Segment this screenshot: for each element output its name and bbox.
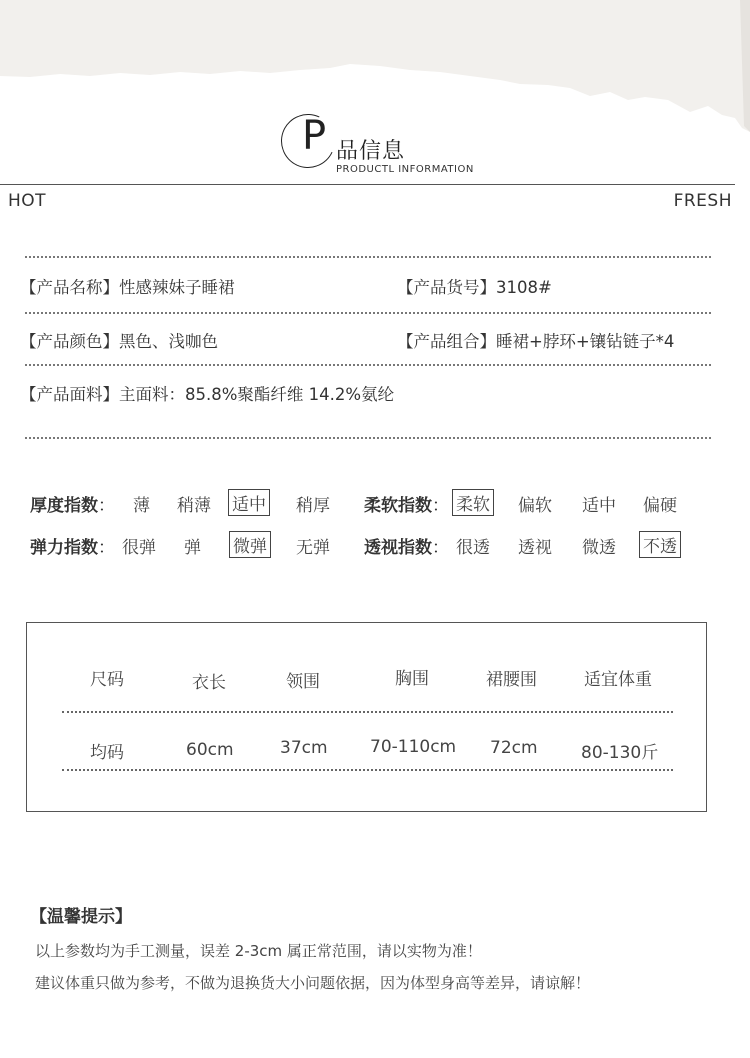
table-header-cell: 胸围: [395, 669, 429, 689]
hot-tag: HOT: [8, 191, 47, 211]
product-name-row: [20, 274, 235, 298]
section-subtitle: PRODUCTL INFORMATION: [336, 164, 474, 175]
product-name-value: 性感辣妹子睡裙: [119, 278, 235, 297]
product-color-value: 黑色、浅咖色: [119, 332, 218, 351]
softness-option-selected: 柔软: [452, 489, 494, 516]
table-header-cell: 裙腰围: [486, 670, 537, 690]
softness-option: 适中: [582, 496, 616, 516]
table-header-cell: 适宜体重: [584, 670, 652, 690]
transparency-option: 透视: [518, 538, 552, 558]
transparency-option-selected: 不透: [639, 531, 681, 558]
table-cell: 70-110cm: [370, 737, 457, 757]
divider-dotted: [25, 256, 711, 258]
softness-option: 偏软: [518, 496, 552, 516]
product-combo-label: 【产品组合】: [397, 332, 496, 351]
product-color-label: 【产品颜色】: [20, 332, 119, 351]
table-divider: [62, 711, 673, 713]
thickness-index-label: 厚度指数：: [30, 496, 115, 516]
elasticity-option: 无弹: [296, 538, 330, 558]
table-cell: 60cm: [186, 740, 234, 760]
table-cell: 均码: [90, 743, 124, 763]
product-combo-value: 睡裙+脖环+镶钻链子*4: [496, 332, 675, 351]
divider-dotted: [25, 437, 711, 439]
transparency-option: 微透: [582, 538, 616, 558]
softness-index-label: 柔软指数：: [364, 496, 449, 516]
table-divider: [62, 769, 673, 771]
table-header-cell: 领围: [286, 672, 320, 692]
fresh-tag: FRESH: [673, 191, 732, 211]
elasticity-option: 弹: [184, 538, 201, 558]
thickness-option: 稍厚: [296, 496, 330, 516]
product-fabric-row: [20, 381, 394, 405]
tips-line: 建议体重只做为参考，不做为退换货大小问题依据，因为体型身高等差异，请谅解！: [35, 974, 591, 992]
divider-dotted: [25, 364, 711, 366]
product-fabric-value: 主面料：85.8%聚酯纤维 14.2%氨纶: [119, 385, 395, 404]
logo-letter: P: [302, 113, 327, 159]
product-fabric-label: 【产品面料】: [20, 385, 119, 404]
elasticity-option: 很弹: [122, 538, 156, 558]
softness-option: 偏硬: [643, 496, 677, 516]
product-combo-row: [397, 328, 674, 352]
table-header-cell: 尺码: [90, 670, 124, 690]
table-cell: 72cm: [490, 738, 538, 758]
product-sku-row: [397, 274, 552, 298]
product-color-row: [20, 328, 218, 352]
header-divider: [0, 184, 735, 185]
table-header-cell: 衣长: [192, 673, 226, 693]
elasticity-index-label: 弹力指数：: [30, 538, 115, 558]
tips-line: 以上参数均为手工测量，误差 2-3cm 属正常范围，请以实物为准！: [35, 942, 482, 960]
section-title: 品信息: [336, 139, 406, 164]
product-name-label: 【产品名称】: [20, 278, 119, 297]
thickness-option-selected: 适中: [228, 489, 270, 516]
table-cell: 37cm: [280, 738, 328, 758]
divider-dotted: [25, 312, 711, 314]
torn-paper-background: [0, 0, 750, 135]
table-cell: 80-130斤: [581, 743, 659, 763]
transparency-option: 很透: [456, 538, 490, 558]
transparency-index-label: 透视指数：: [364, 538, 449, 558]
size-table: [26, 622, 707, 812]
thickness-option: 薄: [133, 496, 150, 516]
product-sku-label: 【产品货号】: [397, 278, 496, 297]
thickness-option: 稍薄: [177, 496, 211, 516]
tips-title: 【温馨提示】: [30, 907, 132, 927]
product-sku-value: 3108#: [496, 278, 552, 297]
elasticity-option-selected: 微弹: [229, 531, 271, 558]
